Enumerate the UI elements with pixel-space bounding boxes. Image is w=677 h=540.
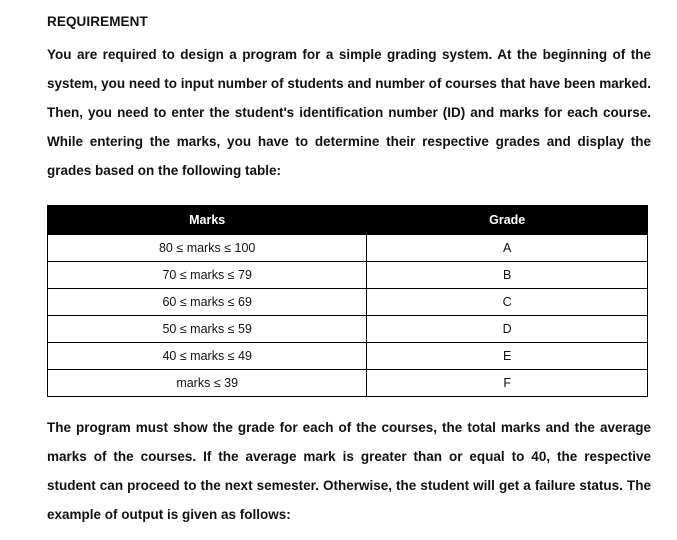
grade-cell: F — [367, 370, 648, 397]
table-header-row — [48, 206, 648, 235]
marks-range-cell: 50 ≤ marks ≤ 59 — [48, 316, 367, 343]
grading-table — [47, 205, 648, 397]
grade-cell: D — [367, 316, 648, 343]
marks-column-header: Marks — [48, 206, 367, 235]
marks-range-cell: 70 ≤ marks ≤ 79 — [48, 262, 367, 289]
table-row — [48, 316, 648, 343]
table-row — [48, 235, 648, 262]
grade-cell: B — [367, 262, 648, 289]
table-row — [48, 262, 648, 289]
grade-cell: E — [367, 343, 648, 370]
grade-cell: A — [367, 235, 648, 262]
grade-column-header: Grade — [367, 206, 648, 235]
intro-paragraph: You are required to design a program for a simple grading system. At the beginning of the system, you need to input number of students and number of courses that have been marked. Then, you need to enter the student's identification number (ID) and marks for each course. While entering the marks, you have to determine their respective grades and display the grades based on the following table: — [47, 47, 651, 178]
document-page — [47, 12, 651, 529]
marks-range-cell: 80 ≤ marks ≤ 100 — [48, 235, 367, 262]
grade-cell: C — [367, 289, 648, 316]
marks-range-cell: 60 ≤ marks ≤ 69 — [48, 289, 367, 316]
table-row — [48, 370, 648, 397]
section-heading: REQUIREMENT — [47, 14, 148, 29]
table-row — [48, 289, 648, 316]
outro-paragraph: The program must show the grade for each of the courses, the total marks and the average marks of the courses. If the average mark is greater than or equal to 40, the respective student can proceed to the next semester. Otherwise, the student will get a failure status. The example of output is given as follows: — [47, 420, 651, 522]
marks-range-cell: marks ≤ 39 — [48, 370, 367, 397]
marks-range-cell: 40 ≤ marks ≤ 49 — [48, 343, 367, 370]
table-row — [48, 343, 648, 370]
